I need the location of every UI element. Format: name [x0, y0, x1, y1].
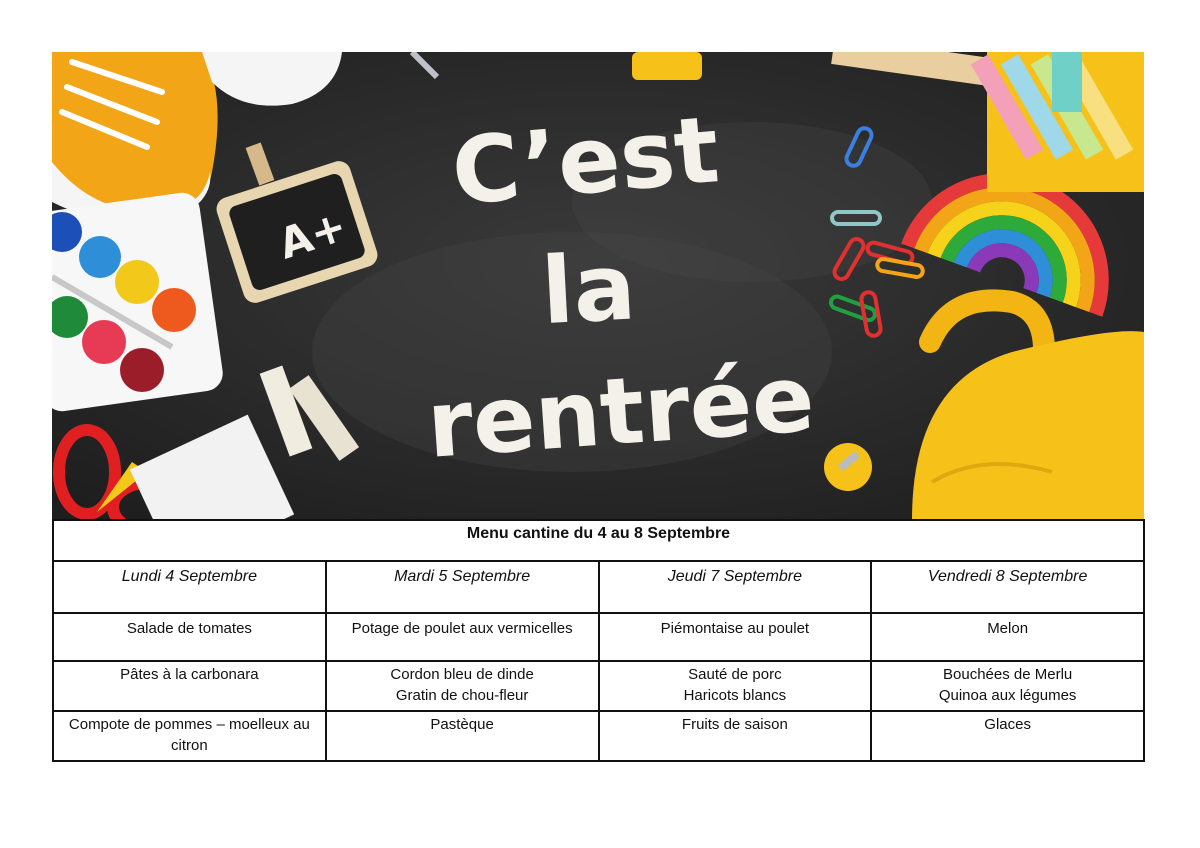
day-header: Mardi 5 Septembre [326, 561, 599, 613]
plat-line: Quinoa aux légumes [938, 687, 1077, 704]
headline-line-1: C’est [447, 96, 724, 227]
day-header: Lundi 4 Septembre [53, 561, 326, 613]
entree-row [53, 613, 1144, 661]
plat-line: Bouchées de Merlu [943, 666, 1073, 683]
dessert-row [53, 711, 1144, 761]
yellow-item-icon [632, 52, 702, 80]
dessert-cell: Compote de pommes – moelleux au citron [53, 711, 326, 761]
chalk-box-icon [971, 52, 1144, 192]
slate-text: A+ [272, 201, 353, 269]
plat-line: Gratin de chou-fleur [395, 687, 529, 704]
day-header: Jeudi 7 Septembre [599, 561, 872, 613]
dessert-cell: Pastèque [326, 711, 599, 761]
entree-cell: Melon [871, 613, 1144, 661]
plat-line: Cordon bleu de dinde [390, 666, 534, 683]
headline-line-3: rentrée [423, 345, 818, 479]
plat-line: Sauté de porc [688, 666, 782, 683]
plat-cell [599, 661, 872, 711]
plat-cell [326, 661, 599, 711]
menu-table [52, 519, 1145, 762]
menu-title: Menu cantine du 4 au 8 Septembre [53, 520, 1144, 561]
chalkboard-illustration [52, 52, 1144, 520]
dessert-cell: Glaces [871, 711, 1144, 761]
plat-row [53, 661, 1144, 711]
banner-image [52, 52, 1144, 520]
sharpener-icon [824, 443, 872, 491]
entree-cell: Salade de tomates [53, 613, 326, 661]
entree-cell: Potage de poulet aux vermicelles [326, 613, 599, 661]
days-row [53, 561, 1144, 613]
plat-cell [871, 661, 1144, 711]
day-header: Vendredi 8 Septembre [871, 561, 1144, 613]
plat-line: Pâtes à la carbonara [120, 666, 259, 683]
plat-cell [53, 661, 326, 711]
paint-palette-icon [52, 190, 225, 413]
entree-cell: Piémontaise au poulet [599, 613, 872, 661]
headline-line-2: la [539, 233, 639, 346]
dessert-cell: Fruits de saison [599, 711, 872, 761]
plat-line: Haricots blancs [683, 687, 787, 704]
